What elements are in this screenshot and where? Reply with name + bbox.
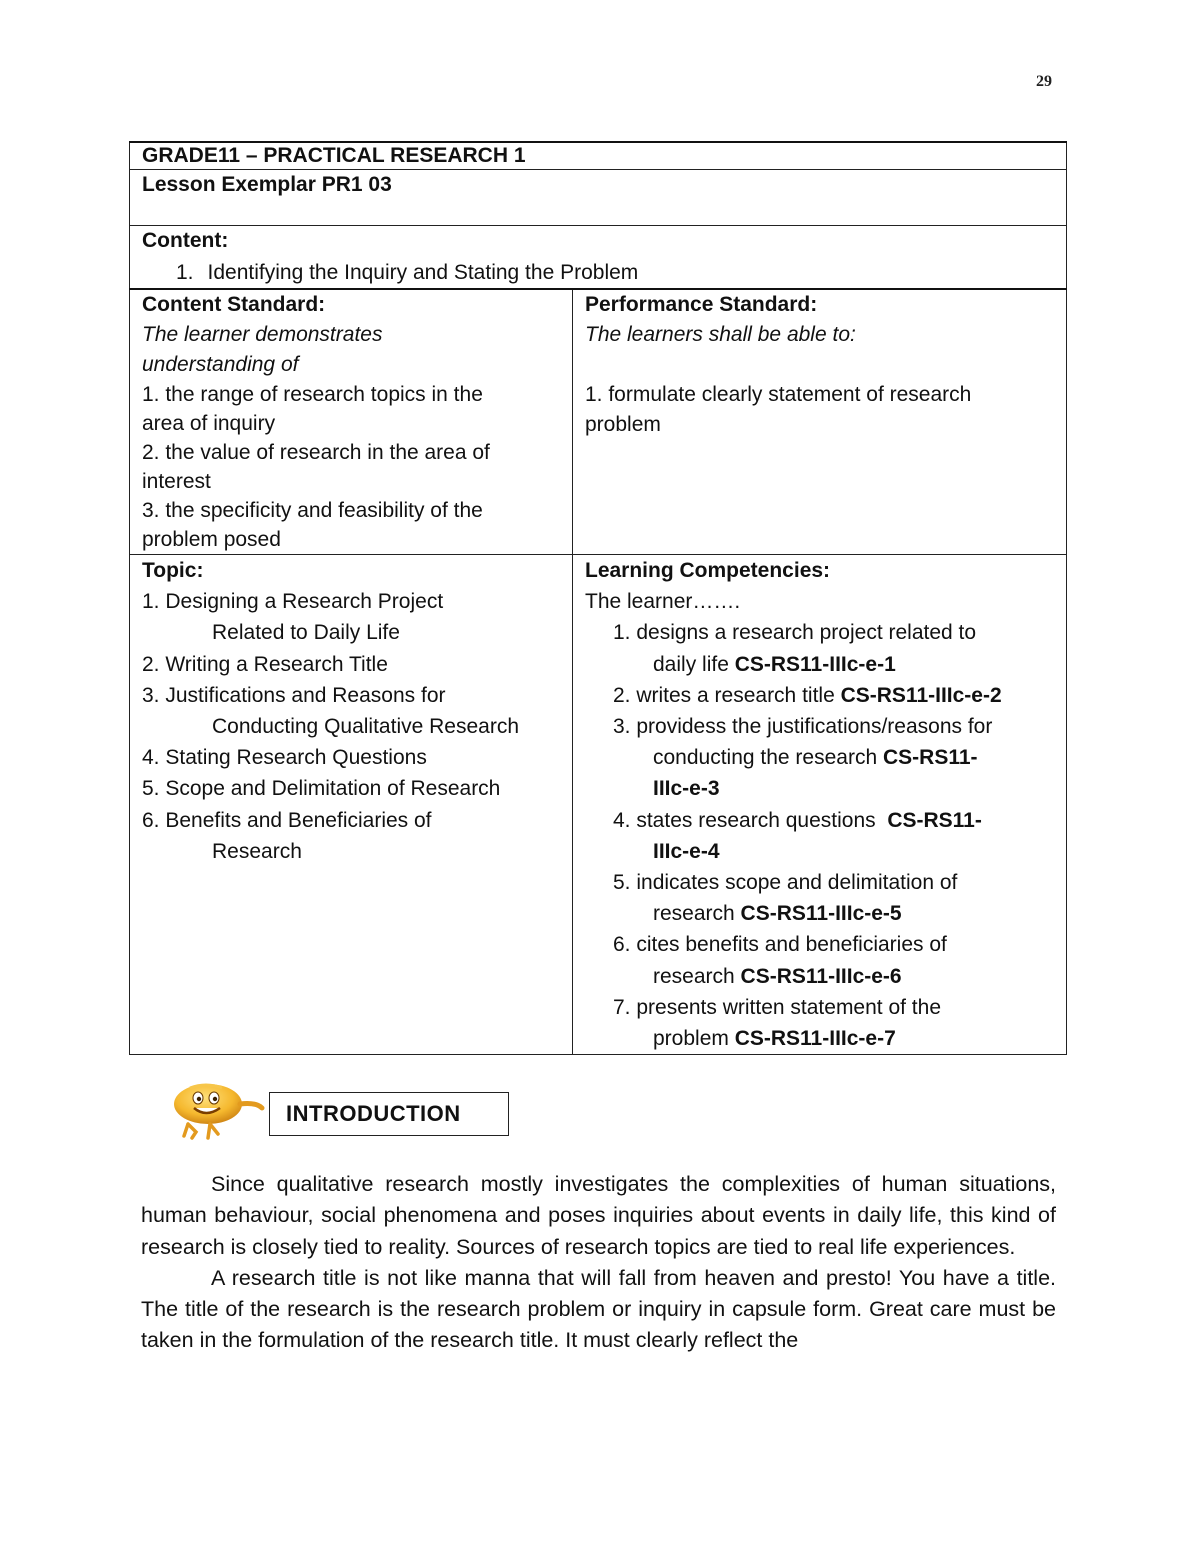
- competency-item: 6. cites benefits and beneficiaries of: [613, 933, 947, 957]
- competency-item: 5. indicates scope and delimitation of: [613, 871, 958, 895]
- topic-heading: Topic:: [142, 559, 204, 582]
- grade-title: GRADE11 – PRACTICAL RESEARCH 1: [130, 142, 1067, 170]
- competency-text: daily life: [653, 652, 735, 676]
- competency-code: CS-RS11-: [887, 808, 982, 832]
- performance-standard-cell: [573, 289, 1067, 555]
- competency-item: 3. providess the justifications/reasons for: [613, 715, 993, 739]
- topic-cell: [130, 555, 573, 1055]
- smiling-emoji-mascot-icon: [168, 1080, 268, 1140]
- content-standard-heading: Content Standard:: [142, 293, 326, 316]
- performance-standard-item: problem: [585, 413, 661, 436]
- competency-item: [585, 805, 1054, 836]
- competency-item-cont: [585, 961, 1054, 992]
- competency-code: CS-RS11-: [882, 746, 978, 770]
- topic-item: 3. Justifications and Reasons for: [142, 683, 446, 707]
- competency-text: research: [653, 902, 741, 926]
- competency-text: problem: [653, 1027, 735, 1051]
- competency-code: CS-RS11-IIIc-e-6: [740, 964, 902, 988]
- content-list-item: [142, 258, 1054, 288]
- content-standard-item: area of inquiry: [142, 412, 276, 435]
- competency-text: conducting the research: [653, 746, 883, 770]
- performance-standard-intro: The learners shall be able to:: [585, 323, 856, 346]
- topic-item: 1. Designing a Research Project: [142, 590, 444, 614]
- performance-standard-item: 1. formulate clearly statement of research: [585, 383, 972, 406]
- competency-code: CS-RS11-IIIc-e-7: [734, 1027, 896, 1051]
- content-standard-item: problem posed: [142, 528, 281, 551]
- competency-code-cont: IIIc-e-4: [653, 839, 720, 863]
- content-standard-intro: The learner demonstrates: [142, 323, 383, 346]
- competency-code: CS-RS11-IIIc-e-1: [734, 652, 896, 676]
- topic-item-cont: Related to Daily Life: [212, 621, 400, 645]
- topic-item-cont: Research: [212, 839, 302, 863]
- lesson-exemplar-table: [129, 141, 1067, 1055]
- content-standard-item: 1. the range of research topics in the: [142, 383, 483, 406]
- page-number: 29: [1036, 73, 1052, 90]
- performance-standard-heading: Performance Standard:: [585, 293, 818, 316]
- competencies-heading: Learning Competencies:: [585, 559, 831, 582]
- content-section: [130, 226, 1067, 290]
- competency-item-cont: [585, 742, 1054, 773]
- learning-competencies-cell: [573, 555, 1067, 1055]
- competency-item-cont: [585, 649, 1054, 680]
- content-standard-item: 2. the value of research in the area of: [142, 441, 490, 464]
- competency-item-cont: [585, 1023, 1054, 1054]
- competency-code: CS-RS11-IIIc-e-5: [740, 902, 902, 926]
- introduction-body: [141, 1169, 1056, 1357]
- competency-item: 7. presents written statement of the: [613, 995, 942, 1019]
- content-standard-cell: [130, 289, 573, 555]
- competency-item: [585, 680, 1054, 711]
- lesson-exemplar-label: Lesson Exemplar PR1 03: [130, 170, 1067, 226]
- competency-text: 4. states research questions: [613, 808, 888, 832]
- competency-code-cont: IIIc-e-3: [653, 777, 720, 801]
- competency-item-cont: [585, 898, 1054, 929]
- competencies-intro: The learner…….: [585, 590, 741, 614]
- content-item-number: 1.: [176, 261, 194, 284]
- competency-code: CS-RS11-IIIc-e-2: [840, 683, 1002, 707]
- content-standard-item: 3. the specificity and feasibility of the: [142, 499, 483, 522]
- paragraph: Since qualitative research mostly investigates the complexities of human situations, human behaviour, social phenomena and poses inquiries about events in daily life, this kind of research is closely tied to reality. Sources of research topics are tied to real life experiences.: [141, 1172, 1056, 1259]
- introduction-label: INTRODUCTION: [269, 1092, 509, 1136]
- competency-text: 2. writes a research title: [613, 683, 841, 707]
- content-item-text: Identifying the Inquiry and Stating the Problem: [207, 261, 639, 284]
- content-standard-item: interest: [142, 470, 211, 493]
- paragraph: A research title is not like manna that will fall from heaven and presto! You have a title. The title of the research is the research problem or inquiry in capsule form. Great care must be taken in the formulation of the research title. It must clearly reflect the: [141, 1265, 1056, 1353]
- topic-item: 2. Writing a Research Title: [142, 652, 388, 676]
- topic-item: 5. Scope and Delimitation of Research: [142, 777, 501, 801]
- topic-item: 4. Stating Research Questions: [142, 746, 427, 770]
- content-heading: Content:: [142, 229, 229, 252]
- content-standard-intro-cont: understanding of: [142, 353, 299, 376]
- topic-item: 6. Benefits and Beneficiaries of: [142, 808, 432, 832]
- competency-item: 1. designs a research project related to: [613, 621, 977, 645]
- blank-line: [585, 350, 1054, 380]
- competency-text: research: [653, 964, 741, 988]
- topic-item-cont: Conducting Qualitative Research: [212, 715, 520, 739]
